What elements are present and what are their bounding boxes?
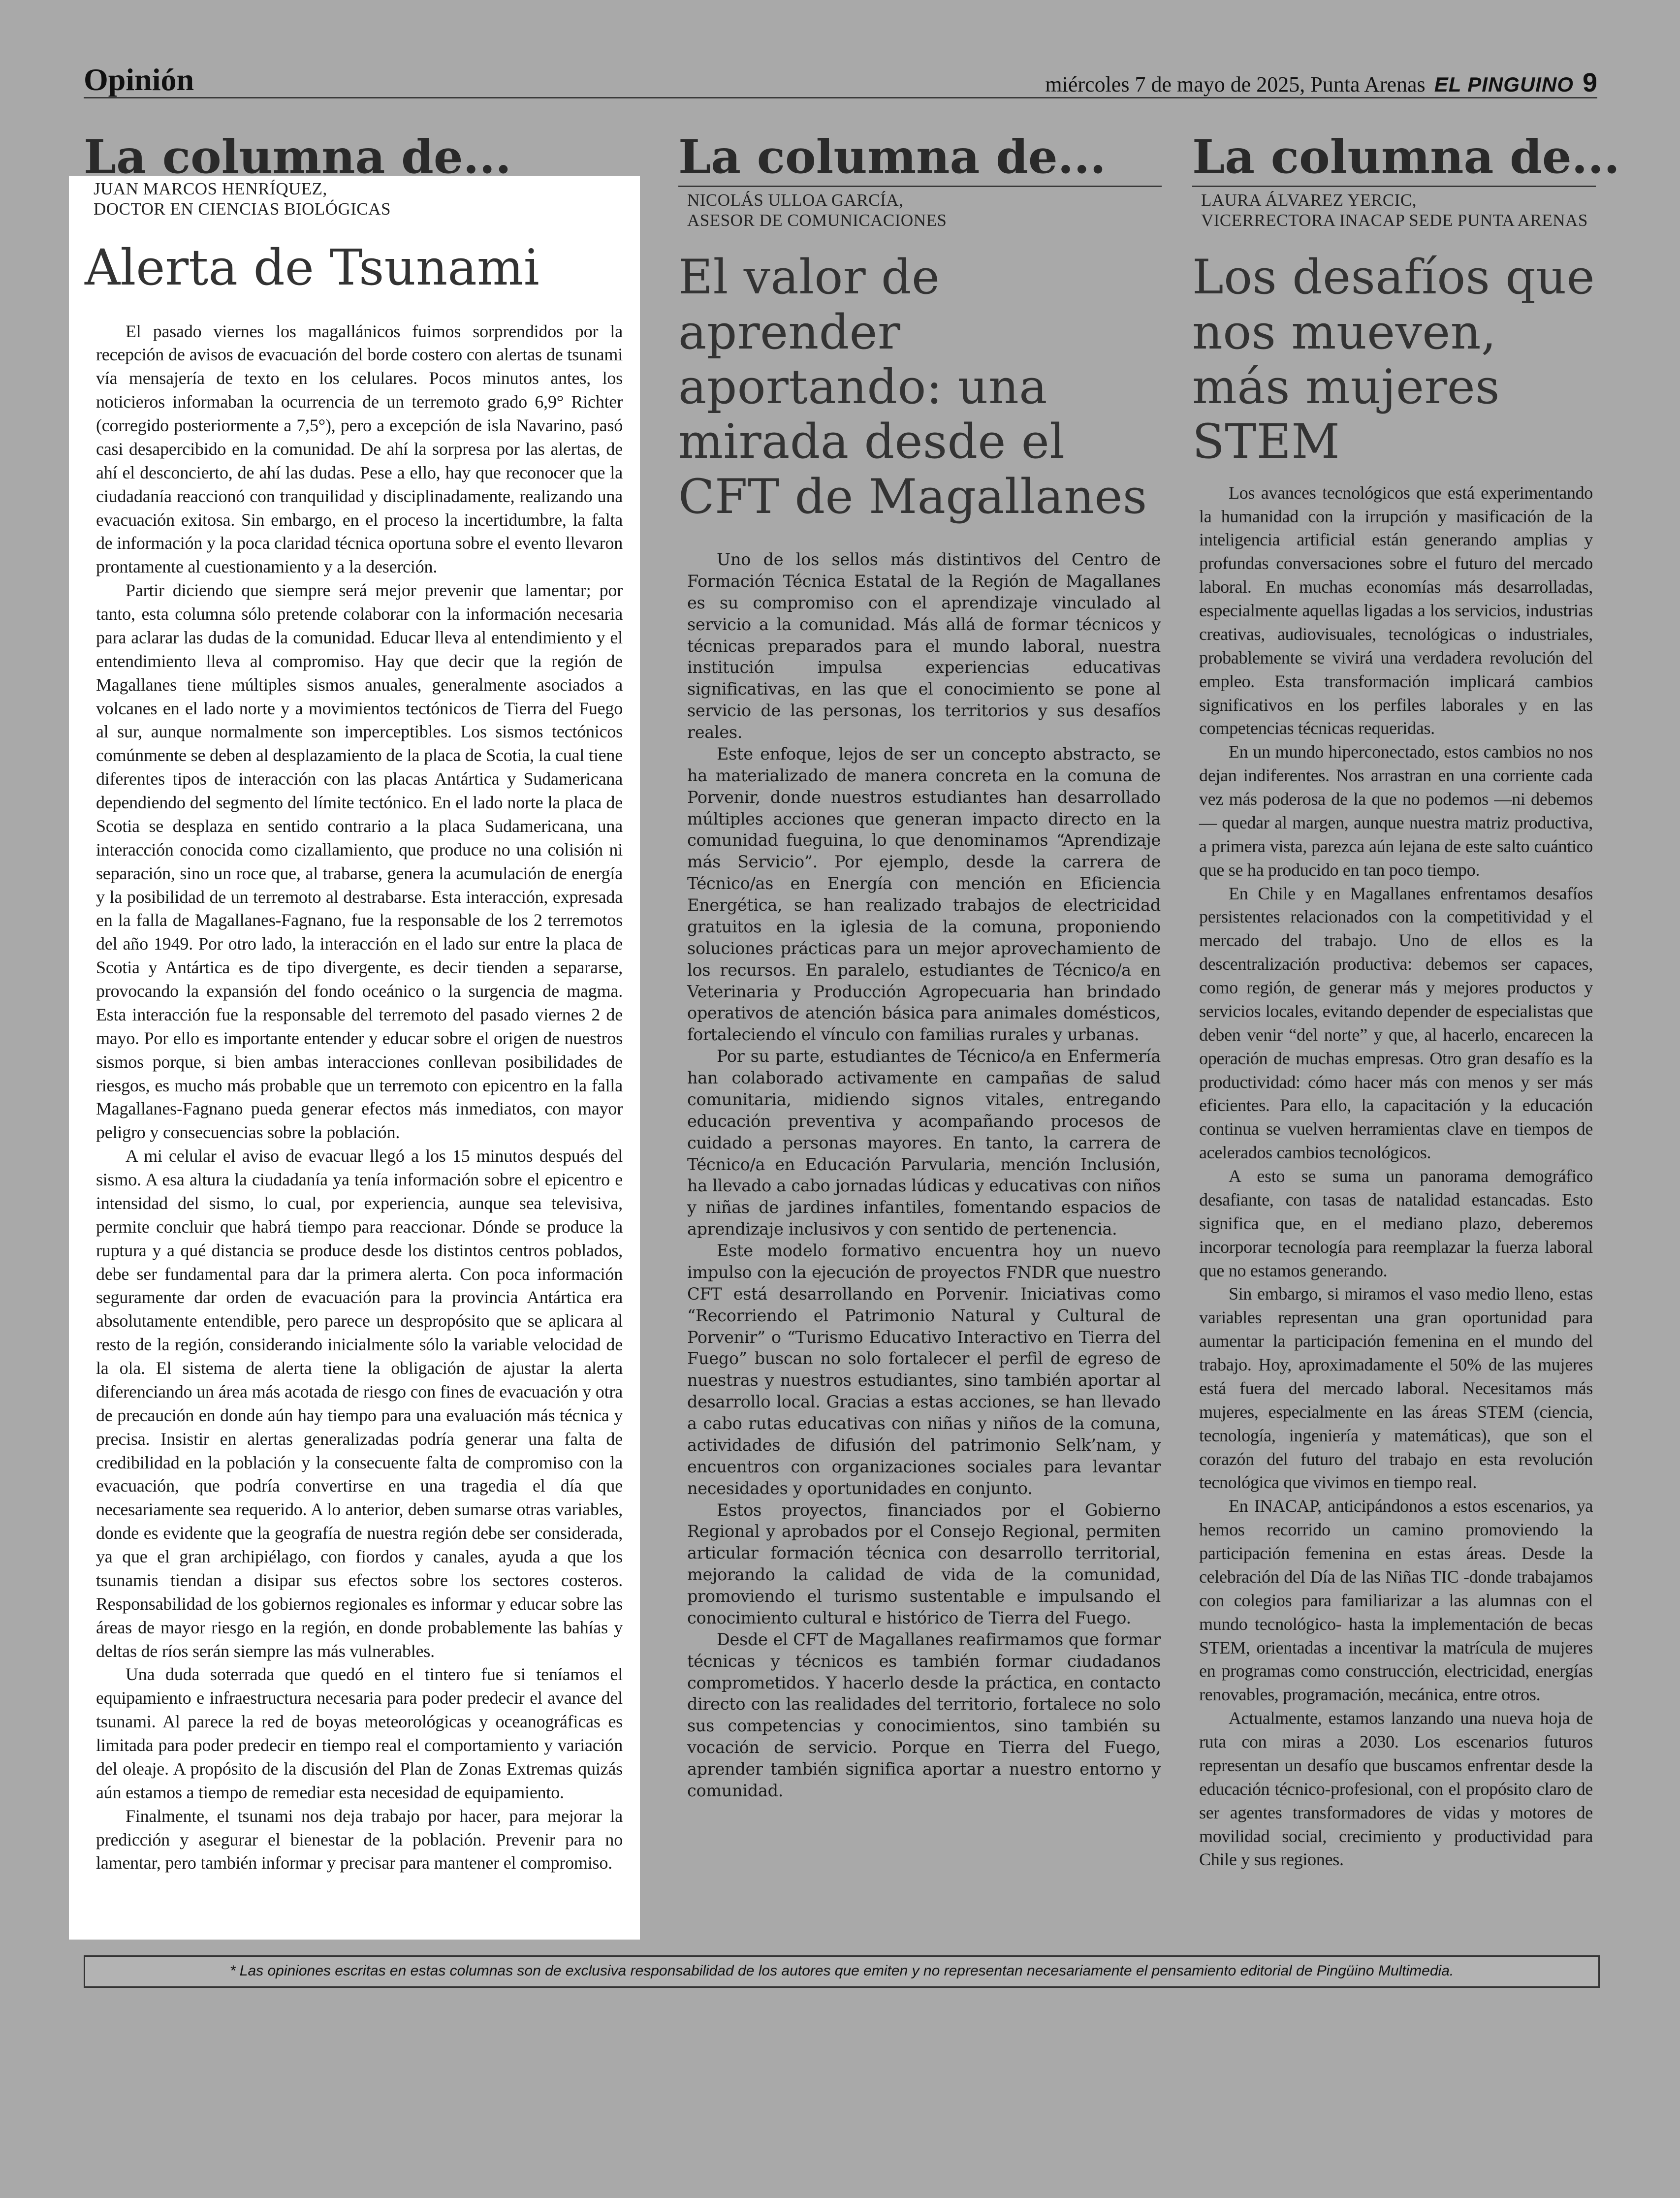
article-body [687, 549, 1161, 1802]
paragraph: Desde el CFT de Magallanes reafirmamos que formar técnicas y técnicos es también formar ciudadanos comprometidos. Y hacerlo desde la práctica, en contacto directo con las realidades del territorio, fortalece no solo sus competencias y conocimientos, sino también su vocación de servicio. Porque en Tierra del Fuego, aprender también significa aportar a nuestro entorno y comunidad. [687, 1629, 1161, 1800]
article-body [1199, 481, 1593, 1872]
author-name: LAURA ÁLVAREZ YERCIC, [1201, 190, 1417, 210]
author-name: JUAN MARCOS HENRÍQUEZ, [94, 179, 327, 198]
paragraph: Sin embargo, si miramos el vaso medio lleno, estas variables representan una gran oportunidad para aumentar la participación femenina en el mundo del trabajo. Hoy, aproximadamente el 50% de las mujeres está fuera del mercado laboral. Necesitamos más mujeres, especialmente en las áreas STEM (ciencia, tecnología, ingeniería y matemáticas), que son el corazón del futuro del trabajo en esta revolución tecnológica que vivimos en tiempo real. [1199, 1284, 1593, 1493]
author-title: ASESOR DE COMUNICACIONES [687, 210, 947, 230]
paragraph: Este modelo formativo encuentra hoy un nuevo impulso con la ejecución de proyectos FNDR que nuestro CFT está desarrollando en Porvenir. Iniciativas como “Recorriendo el Patrimonio Natural y Cultural de Porvenir” o “Turismo Educativo Interactivo en Tierra del Fuego” buscan no solo fortalecer el perfil de egreso de nuestras y nuestros estudiantes, sino también aportar al desarrollo local. Gracias a estas acciones, se han llevado a cabo rutas educativas con niñas y niños de la comuna, actividades de difusión del patrimonio Selk’nam, y encuentros con organizaciones sociales para levantar necesidades y oportunidades en conjunto. [687, 1241, 1161, 1498]
column-kicker: La columna de... [678, 130, 1106, 184]
header-meta [1045, 67, 1597, 98]
section-title: Opinión [84, 62, 194, 97]
paragraph: A esto se suma un panorama demográfico desafiante, con tasas de natalidad estancadas. Esto significa que, en el mediano plazo, deberemos incorporar tecnología para reemplazar la fuerza laboral que no estamos generando. [1199, 1166, 1593, 1280]
paragraph: Los avances tecnológicos que está experimentando la humanidad con la irrupción y masificación de la inteligencia artificial están generando amplias y profundas conversaciones sobre el futuro del mercado laboral. En muchas economías más desarrolladas, especialmente aquellas ligadas a los servicios, industrias creativas, audiovisuales, tecnológicas o industriales, probablemente se vivirá una verdadera revolución del empleo. Esta transformación implicará cambios significativos en los perfiles laborales y en las competencias técnicas requeridas. [1199, 482, 1593, 738]
article-headline: Los desafíos que nos mueven, más mujeres STEM [1192, 250, 1595, 470]
author-name: NICOLÁS ULLOA GARCÍA, [687, 190, 904, 210]
paragraph: En Chile y en Magallanes enfrentamos desafíos persistentes relacionados con la competitividad y el mercado del trabajo. Uno de ellos es la descentralización productiva: debemos ser capaces, como región, de generar más y mejores productos y servicios locales, evitando depender de especialistas que deben venir “del norte” y que, al hacerlo, encarecen la operación de muchas empresas. Otro gran desafío es la productividad: cómo hacer más con menos y ser más eficientes. Para ello, la capacitación y la educación continua se vuelven herramientas clave en tiempos de acelerados cambios tecnológicos. [1199, 883, 1593, 1163]
column-kicker: La columna de... [84, 130, 511, 184]
paragraph: Finalmente, el tsunami nos deja trabajo por hacer, para mejorar la predicción y asegurar el bienestar de la población. Prevenir para no lamentar, pero también informar y precisar para mantener el compromiso. [96, 1806, 623, 1873]
paragraph: En un mundo hiperconectado, estos cambios no nos dejan indiferentes. Nos arrastran en una corriente cada vez más poderosa de la que no podemos —ni debemos— quedar al margen, aunque nuestra matriz productiva, a primera vista, parezca aún lejana de este salto cuántico que se ha producido en tan poco tiempo. [1199, 742, 1593, 880]
column-3 [1192, 130, 1620, 1872]
author-byline [94, 176, 640, 220]
page-number: 9 [1582, 68, 1597, 97]
author-title: VICERRECTORA INACAP SEDE PUNTA ARENAS [1201, 210, 1588, 230]
column-kicker: La columna de... [1192, 130, 1620, 184]
paragraph: Este enfoque, lejos de ser un concepto abstracto, se ha materializado de manera concreta en la comuna de Porvenir, donde nuestros estudiantes han desarrollado múltiples acciones que generan impacto directo en la comunidad fueguina, lo que denominamos “Aprendizaje más Servicio”. Por ejemplo, desde la carrera de Técnico/as en Energía con mención en Eficiencia Energética, se han realizado trabajos de electricidad gratuitos en la iglesia de la comuna, proponiendo soluciones prácticas para un mejor aprovechamiento de los recursos. En paralelo, estudiantes de Técnico/a en Veterinaria y Producción Agropecuaria han brindado operativos de atención básica para animales domésticos, fortaleciendo el vínculo con familias rurales y urbanas. [687, 744, 1161, 1045]
paragraph: Partir diciendo que siempre será mejor prevenir que lamentar; por tanto, esta columna sólo pretende colaborar con la información necesaria para aclarar las dudas de la comunidad. Educar lleva al entendimiento y el entendimiento lleva al compromiso. Hay que decir que la región de Magallanes tiene múltiples sismos anuales, generalmente asociados a volcanes en el lado norte y a movimientos tectónicos de Tierra del Fuego al sur, aunque normalmente son imperceptibles. Los sismos tectónicos comúnmente se deben al desplazamiento de la placa de Scotia, la cual tiene diferentes tipos de interacción con las placas Antártica y Sudamericana dependiendo del segmento del límite tectónico. En el lado norte la placa de Scotia se desplaza en sentido contrario a la placa Sudamericana, una interacción conocida como cizallamiento, que produce no una colisión ni separación, sino un roce que, al trabarse, genera la acumulación de energía y la posibilidad de un terremoto al destrabarse. Esta interacción, expresada en la falla de Magallanes-Fagnano, fue la responsable de los 2 terremotos del año 1949. Por otro lado, la interacción en el lado sur entre la placa de Scotia y Antártica es de tipo divergente, es decir tienden a separarse, provocando la expansión del fondo oceánico o la surgencia de magma. Esta interacción fue la responsable del terremoto del pasado viernes 2 de mayo. Por ello es importante entender y educar sobre el origen de nuestros sismos porque, si bien ambas interacciones conllevan posibilidades de riesgos, es mucho más probable que un terremoto con epicentro en la falla Magallanes-Fagnano pueda generar efectos más inmediatos, con mayor peligro y consecuencias sobre la población. [96, 580, 623, 1143]
dateline: miércoles 7 de mayo de 2025, Punta Arenas [1045, 72, 1426, 96]
column-1 [69, 130, 640, 1873]
author-byline [678, 186, 1162, 231]
paragraph: A mi celular el aviso de evacuar llegó a los 15 minutos después del sismo. A esa altura la ciudadanía ya tenía información sobre el epicentro e intensidad del sismo, lo cual, por experiencia, aunque sea televisiva, permite concluir que habrá tiempo para reaccionar. Dónde se produce la ruptura y a qué distancia se produce desde los distintos centros poblados, debe ser fundamental para dar la primera alerta. Con poca información seguramente dar orden de evacuación para la provincia Antártica era absolutamente entendible, pero parece un despropósito que se aplicara al resto de la región, considerando inicialmente sólo la variable velocidad de la ola. El sistema de alerta tiene la obligación de ajustar la alerta diferenciando un área más acotada de riesgo con fines de evacuación y otra de precaución en donde aún hay tiempo para una evaluación más técnica y precisa. Insistir en alertas generalizadas podría generar una falta de credibilidad en la población y la consecuente falta de compromiso con la evacuación, que podría convertirse en una tragedia el día que necesariamente sea requerido. A lo anterior, deben sumarse otras variables, donde es evidente que la geografía de nuestra región debe ser considerada, ya que el gran archipiélago, con fiordos y canales, ayuda a que los tsunamis tiendan a disipar sus efectos sobre los sectores costeros. Responsabilidad de los gobiernos regionales es informar y educar sobre las áreas de mayor riesgo en la región, en donde probablemente las bahías y deltas de ríos serán siempre las más vulnerables. [96, 1146, 623, 1661]
article-headline: El valor de aprender aportando: una mirada desde el CFT de Magallanes [678, 250, 1147, 524]
paragraph: Por su parte, estudiantes de Técnico/a en Enfermería han colaborado activamente en campañas de salud comunitaria, midiendo signos vitales, entregando educación preventiva y acompañando procesos de cuidado a personas mayores. En tanto, la carrera de Técnico/a en Educación Parvularia, mención Inclusión, ha llevado a cabo jornadas lúdicas y educativas con niños y niñas de jardines infantiles, fomentando espacios de aprendizaje inclusivos y con sentido de pertenencia. [687, 1047, 1161, 1239]
paragraph: El pasado viernes los magallánicos fuimos sorprendidos por la recepción de avisos de evacuación del borde costero con alertas de tsunami vía mensajería de texto en los celulares. Pocos minutos antes, los noticieros informaban la ocurrencia de un terremoto grado 6,9° Richter (corregido posteriormente a 7,5°), pero a excepción de isla Navarino, pasó casi desapercibido en la comunidad. De ahí la sorpresa por las alertas, de ahí el desconcierto, de ahí las dudas. Pese a ello, hay que reconocer que la ciudadanía reaccionó con tranquilidad y disciplinadamente, realizando una evacuación exitosa. Sin embargo, en el proceso la incertidumbre, la falta de información y la poca claridad técnica oportuna sobre el evento llevaron prontamente al cuestionamiento y a la deserción. [96, 321, 623, 577]
page-header [84, 62, 1597, 98]
disclaimer-note: * Las opiniones escritas en estas columnas son de exclusiva responsabilidad de los autores que emiten y no representan necesariamente el pensamiento editorial de Pingüino Multimedia. [84, 1955, 1600, 1988]
paragraph: Actualmente, estamos lanzando una nueva hoja de ruta con miras a 2030. Los escenarios futuros representan un desafío que buscamos enfrentar desde la educación técnico-profesional, con el propósito claro de ser agentes transformadores de vidas y motores de movilidad social, crecimiento y productividad para Chile y sus regiones. [1199, 1708, 1593, 1870]
author-title: DOCTOR EN CIENCIAS BIOLÓGICAS [94, 199, 391, 219]
article-body [96, 320, 623, 1876]
paragraph: Una duda soterrada que quedó en el tintero fue si teníamos el equipamiento e infraestructura necesaria para poder predecir el avance del tsunami. Al parece la red de boyas meteorológicas y oceanográficas es limitada para poder predecir en tiempo real el comportamiento y variación del oleaje. A propósito de la discusión del Plan de Zonas Extremas quizás aún estamos a tiempo de remediar esta necesidad de equipamiento. [96, 1664, 623, 1802]
column-2 [678, 130, 1162, 1802]
paragraph: Estos proyectos, financiados por el Gobierno Regional y aprobados por el Consejo Regional, permiten articular formación técnica con desarrollo territorial, mejorando la calidad de vida de la comunidad, promoviendo el turismo sustentable e impulsando el conocimiento cultural e histórico de Tierra del Fuego. [687, 1500, 1161, 1627]
paragraph: En INACAP, anticipándonos a estos escenarios, ya hemos recorrido un camino promoviendo la participación femenina en estas áreas. Desde la celebración del Día de las Niñas TIC -donde trabajamos con colegios para familiarizar a las alumnas con el mundo tecnológico- hasta la implementación de becas STEM, orientadas a incentivar la matrícula de mujeres en programas como construcción, electricidad, energías renovables, programación, mecánica, entre otros. [1199, 1496, 1593, 1705]
article-headline: Alerta de Tsunami [85, 238, 539, 296]
paragraph: Uno de los sellos más distintivos del Centro de Formación Técnica Estatal de la Región de Magallanes es su compromiso con el aprendizaje vinculado al servicio a la comunidad. Más allá de formar técnicos y técnicas preparados para el mundo laboral, nuestra institución impulsa experiencias educativas significativas, en las que el conocimiento se pone al servicio de las personas, los territorios y sus desafíos reales. [687, 550, 1161, 742]
author-byline [1192, 186, 1596, 231]
newspaper-brand: EL PINGUINO [1434, 73, 1574, 96]
